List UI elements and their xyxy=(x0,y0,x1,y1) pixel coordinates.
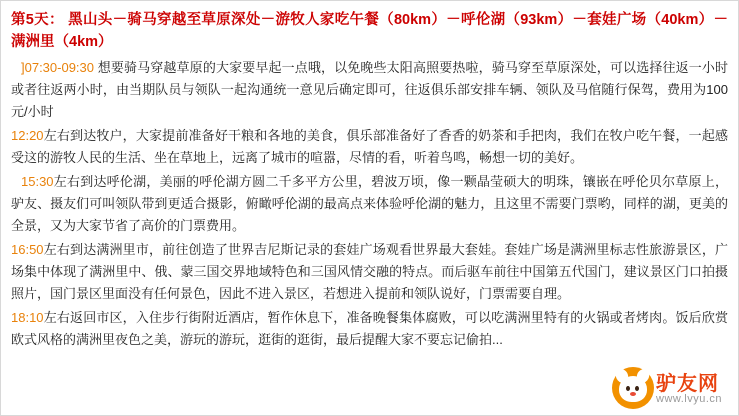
itinerary-time: 15:30 xyxy=(21,174,54,189)
itinerary-paragraph xyxy=(11,125,728,169)
itinerary-text: 想要骑马穿越草原的大家要早起一点哦，以免晚些太阳高照要热啦，骑马穿至草原深处，可以选择往返一小时或者往返两小时，由当期队员与领队一起沟通统一意见后确定即可，往返俱乐部安排车辆、领队及马倌随行保驾，费用为100元/小时 xyxy=(11,60,728,119)
itinerary-paragraph xyxy=(11,307,728,351)
watermark-brand: 驴友网 xyxy=(656,371,719,395)
document-content xyxy=(1,1,738,415)
itinerary-paragraph xyxy=(11,239,728,305)
itinerary-paragraph xyxy=(11,171,728,237)
page-title: 第5天： 黑山头－骑马穿越至草原深处－游牧人家吃午餐（80km）－呼伦湖（93km）－套娃广场（40km）－满洲里（4km） xyxy=(11,12,728,50)
itinerary-text: 左右到达牧户，大家提前准备好干粮和各地的美食，俱乐部准备好了香香的奶茶和手把肉，我们在牧户吃午餐，一起感受这的游牧人民的生活、坐在草地上，远离了城市的喧嚣，尽情的看，听着鸟鸣，畅想一切的美好。 xyxy=(11,128,728,165)
itinerary-text: 左右到达满洲里市，前往创造了世界吉尼斯记录的套娃广场观看世界最大套娃。套娃广场是满洲里标志性旅游景区，广场集中体现了满洲里中、俄、蒙三国交界地域特色和三国风情交融的特点。而后驱车前往中国第五代国门，建议景区门口拍摄照片，国门景区里面没有任何景色，因此不进入景区，若想进入提前和领队说好，门票需要自理。 xyxy=(11,242,728,301)
itinerary-time: ]07:30-09:30 xyxy=(21,60,95,75)
itinerary-paragraph xyxy=(11,57,728,123)
itinerary-time: 18:10 xyxy=(11,310,44,325)
itinerary-time: 16:50 xyxy=(11,242,44,257)
watermark-url: www.lvyu.cn xyxy=(656,393,723,405)
itinerary-time: 12:20 xyxy=(11,128,44,143)
itinerary-text: 左右返回市区，入住步行街附近酒店，暂作休息下，准备晚餐集体腐败，可以吃满洲里特有的火锅或者烤肉。饭后欣赏欧式风格的满洲里夜色之美，游玩的游玩，逛街的逛街，最后提醒大家不要忘记偷拍... xyxy=(11,310,728,347)
itinerary-text: 左右到达呼伦湖，美丽的呼伦湖方圆二千多平方公里，碧波万顷，像一颗晶莹硕大的明珠，镶嵌在呼伦贝尔草原上，驴友、摄友们可叫领队带到更适合摄影，俯瞰呼伦湖的最高点来体验呼伦湖的魅力，且这里不需要门票哟，同样的湖，更美的全景，又为大家节省了高价的门票费用。 xyxy=(11,174,728,233)
